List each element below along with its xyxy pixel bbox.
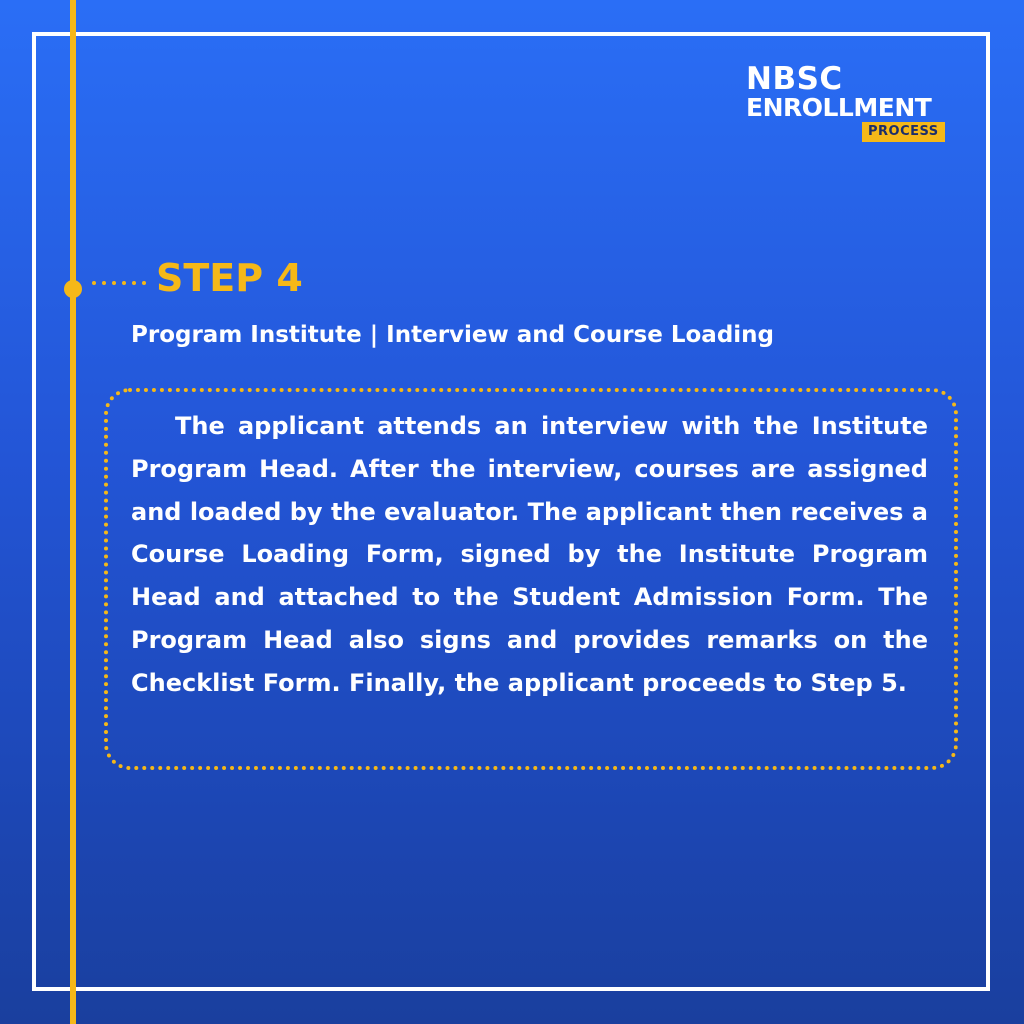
timeline-vertical-line <box>70 0 76 1024</box>
logo-line-enrollment: ENROLLMENT <box>746 93 932 122</box>
logo-line-nbsc: NBSC <box>746 61 843 97</box>
timeline-node-dot <box>64 280 82 298</box>
logo-process-badge: PROCESS <box>862 122 945 142</box>
step-description: The applicant attends an interview with the Institute Program Head. After the interview, courses are assigned and loaded by the evaluator. The applicant then receives a Course Loading Form, signed by the Institute Program Head and attached to the Student Admission Form. The Program Head also signs and provides remarks on the Checklist Form. Finally, the applicant proceeds to Step 5. <box>131 412 928 697</box>
step-title: STEP 4 <box>156 256 303 300</box>
step-subtitle: Program Institute | Interview and Course Loading <box>131 322 775 348</box>
timeline-dotted-connector <box>92 281 146 285</box>
nbsc-enrollment-logo <box>746 61 962 139</box>
